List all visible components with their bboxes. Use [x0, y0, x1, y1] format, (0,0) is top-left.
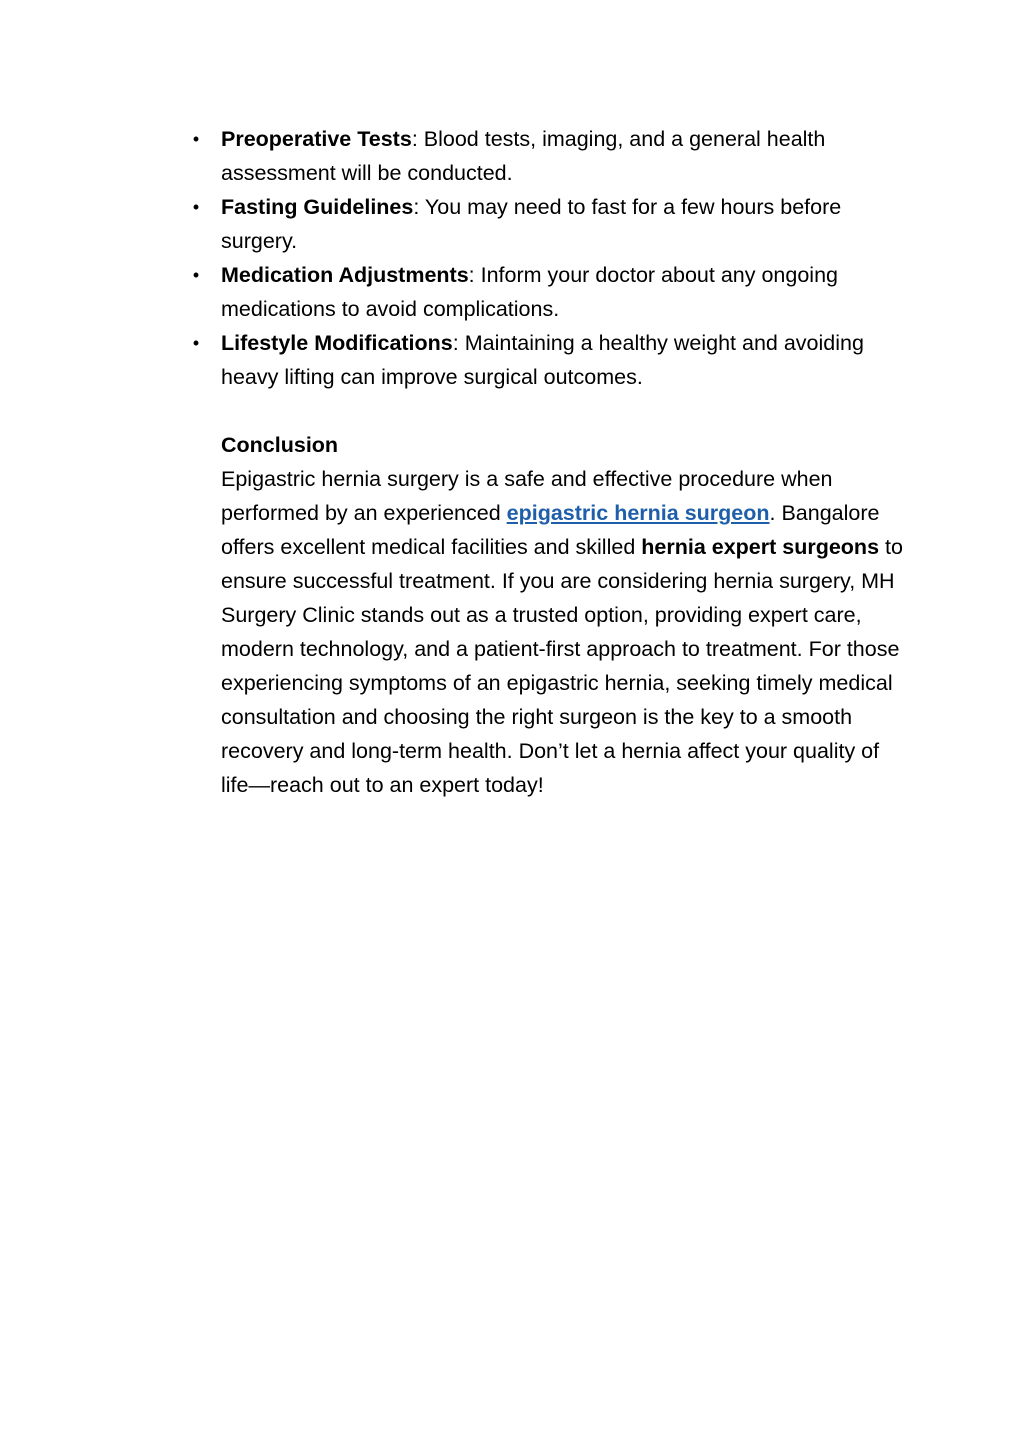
list-item-term: Preoperative Tests — [221, 127, 412, 151]
document-body — [192, 122, 911, 802]
blank-line — [221, 394, 911, 428]
surgeon-link[interactable]: epigastric hernia surgeon — [506, 501, 770, 525]
conclusion-text-part2: . Bangalore offers excellent medical facilities and skilled — [221, 501, 880, 559]
conclusion-heading: Conclusion — [221, 433, 339, 457]
conclusion-text-part1: Epigastric hernia surgery is a safe and effective procedure when performed by an experienced — [221, 467, 833, 525]
list-item-text: : You may need to fast for a few hours before surgery. — [221, 195, 842, 253]
list-item — [192, 190, 911, 258]
list-item-text: : Maintaining a healthy weight and avoiding heavy lifting can improve surgical outcomes. — [221, 331, 864, 389]
bullet-icon: • — [192, 265, 200, 285]
list-item — [192, 122, 911, 190]
conclusion-bold-text: hernia expert surgeons — [641, 535, 880, 559]
list-item-term: Fasting Guidelines — [221, 195, 414, 219]
list-item-term: Lifestyle Modifications — [221, 331, 453, 355]
list-item — [192, 258, 911, 326]
list-item — [192, 326, 911, 394]
bullet-icon: • — [192, 129, 200, 149]
preparation-list — [192, 122, 911, 394]
list-item-text: : Blood tests, imaging, and a general health assessment will be conducted. — [221, 127, 826, 185]
conclusion-paragraph — [221, 462, 911, 802]
list-item-text: : Inform your doctor about any ongoing medications to avoid complications. — [221, 263, 838, 321]
bullet-icon: • — [192, 333, 200, 353]
list-item-term: Medication Adjustments — [221, 263, 469, 287]
conclusion-text-part3: to ensure successful treatment. If you are considering hernia surgery, MH Surgery Clinic stands out as a trusted option, providing expert care, modern technology, and a patient-first approach to treatment. For those experiencing symptoms of an epigastric hernia, seeking timely medical consultation and choosing the right surgeon is the key to a smooth recovery and long-term health. Don’t let a hernia affect your quality of life—reach out to an expert today! — [221, 535, 903, 797]
bullet-icon: • — [192, 197, 200, 217]
